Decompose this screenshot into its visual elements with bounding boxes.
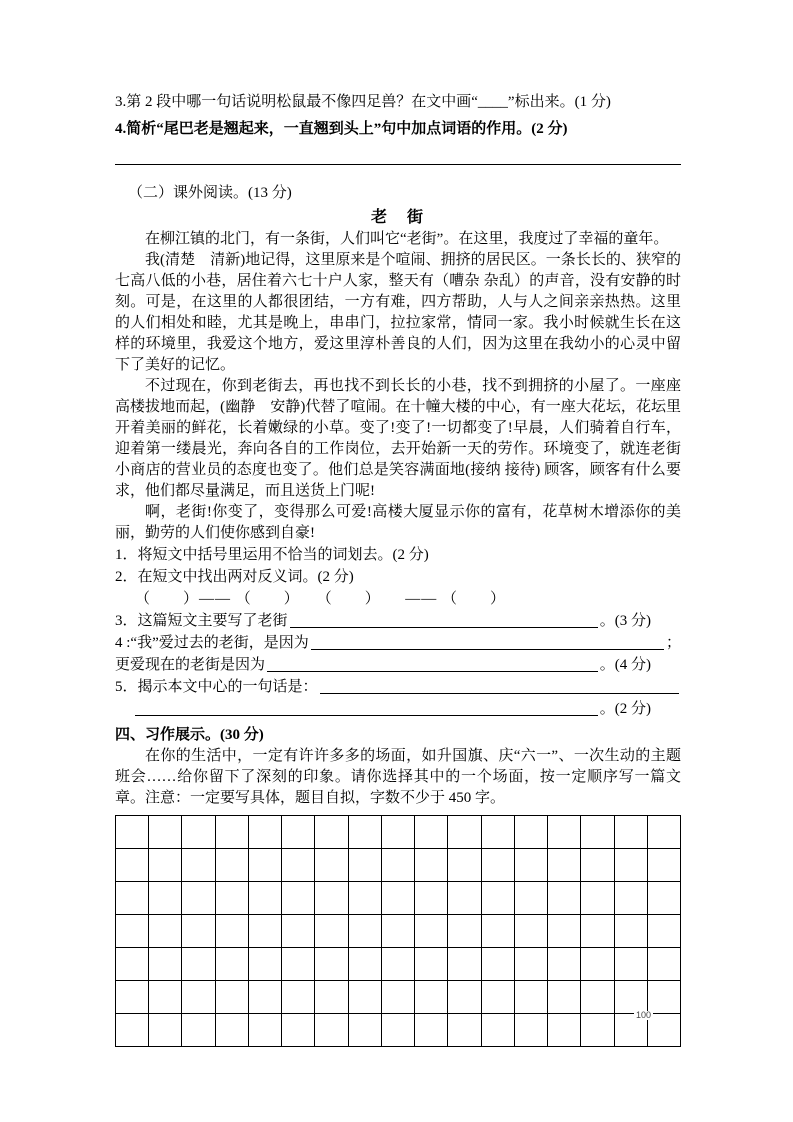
writing-grid-cell[interactable]: [382, 981, 415, 1014]
writing-grid-cell[interactable]: [548, 948, 581, 981]
writing-grid-cell[interactable]: [548, 882, 581, 915]
writing-grid-cell[interactable]: [249, 1014, 282, 1047]
writing-grid-cell[interactable]: [249, 816, 282, 849]
passage-paragraph-1: 在柳江镇的北门，有一条街，人们叫它“老街”。在这里，我度过了幸福的童年。: [145, 231, 669, 247]
writing-grid-cell[interactable]: [415, 948, 448, 981]
writing-grid-cell[interactable]: [382, 948, 415, 981]
writing-grid-cell[interactable]: [349, 948, 382, 981]
writing-grid-cell[interactable]: [315, 816, 348, 849]
writing-grid-cell[interactable]: [648, 948, 681, 981]
question-3-row: [115, 610, 681, 632]
answer-blank-q3[interactable]: [290, 627, 598, 628]
writing-grid-cell[interactable]: [415, 816, 448, 849]
writing-grid-cell[interactable]: [548, 1014, 581, 1047]
question-5b-row: [115, 698, 681, 720]
writing-grid-cell[interactable]: [249, 915, 282, 948]
writing-grid-cell[interactable]: [282, 915, 315, 948]
answer-blank-q4a[interactable]: [311, 649, 664, 650]
writing-grid-cell[interactable]: [282, 816, 315, 849]
writing-grid-cell[interactable]: [382, 915, 415, 948]
writing-grid-cell[interactable]: [216, 915, 249, 948]
writing-grid-cell[interactable]: [149, 1014, 182, 1047]
writing-grid-cell[interactable]: [482, 882, 515, 915]
writing-grid-cell[interactable]: [615, 948, 648, 981]
writing-grid-cell[interactable]: [149, 816, 182, 849]
writing-grid-cell[interactable]: [448, 981, 481, 1014]
writing-grid-cell[interactable]: [382, 849, 415, 882]
writing-grid-cell[interactable]: [349, 915, 382, 948]
writing-grid-cell[interactable]: [216, 816, 249, 849]
question-4-line: 4.简析“尾巴老是翘起来，一直翘到头上”句中加点词语的作用。(2 分): [115, 121, 568, 137]
writing-grid-cell[interactable]: [382, 816, 415, 849]
writing-grid-cell[interactable]: [216, 882, 249, 915]
question-1-line: 1．将短文中括号里运用不恰当的词划去。(2 分): [115, 547, 429, 563]
writing-grid-cell[interactable]: [315, 882, 348, 915]
writing-grid-cell[interactable]: [448, 1014, 481, 1047]
writing-grid-cell[interactable]: [116, 882, 149, 915]
writing-grid-cell[interactable]: [282, 981, 315, 1014]
answer-blank-q4b[interactable]: [267, 671, 598, 672]
writing-grid-cell[interactable]: [448, 849, 481, 882]
question-4b-prefix: 更爱现在的老街是因为: [115, 657, 266, 673]
writing-grid-row: [116, 981, 681, 1014]
writing-grid-cell[interactable]: [482, 915, 515, 948]
question-4b-suffix: 。(4 分): [599, 657, 651, 673]
writing-grid-cell[interactable]: [515, 1014, 548, 1047]
writing-grid-cell[interactable]: [216, 849, 249, 882]
writing-grid-cell[interactable]: [116, 948, 149, 981]
writing-grid-cell[interactable]: [349, 1014, 382, 1047]
writing-grid-cell[interactable]: [116, 981, 149, 1014]
writing-grid-row: [116, 849, 681, 882]
writing-grid-cell[interactable]: [116, 915, 149, 948]
writing-grid-row: [116, 816, 681, 849]
writing-grid-cell[interactable]: [415, 1014, 448, 1047]
writing-grid-cell[interactable]: [482, 1014, 515, 1047]
writing-grid-cell[interactable]: [648, 849, 681, 882]
writing-grid-cell[interactable]: [482, 948, 515, 981]
writing-grid-cell[interactable]: [382, 882, 415, 915]
writing-grid-cell[interactable]: [382, 1014, 415, 1047]
writing-grid-cell[interactable]: [548, 981, 581, 1014]
writing-grid-cell[interactable]: [415, 882, 448, 915]
writing-grid-row: [116, 915, 681, 948]
question-5-row: [115, 676, 681, 698]
writing-grid-cell[interactable]: [116, 816, 149, 849]
writing-grid-cell[interactable]: [149, 882, 182, 915]
writing-grid-cell[interactable]: [515, 816, 548, 849]
writing-grid-cell[interactable]: [548, 915, 581, 948]
section4-heading: 四、习作展示。(30 分): [115, 727, 264, 743]
question-3-suffix: 。(3 分): [599, 613, 651, 629]
writing-grid-row: [116, 882, 681, 915]
writing-grid-cell[interactable]: [249, 981, 282, 1014]
writing-grid-cell[interactable]: [648, 915, 681, 948]
writing-grid-cell[interactable]: [581, 882, 614, 915]
writing-grid: [115, 815, 681, 1047]
writing-grid-cell[interactable]: [581, 816, 614, 849]
writing-grid-cell[interactable]: [149, 981, 182, 1014]
writing-grid-cell[interactable]: [182, 849, 215, 882]
question-2-line: 2．在短文中找出两对反义词。(2 分): [115, 569, 354, 585]
writing-grid-cell[interactable]: [149, 849, 182, 882]
writing-grid-cell[interactable]: [315, 948, 348, 981]
writing-grid-cell[interactable]: [581, 981, 614, 1014]
writing-grid-cell[interactable]: [182, 981, 215, 1014]
writing-grid-cell[interactable]: [515, 948, 548, 981]
question-4b-row: [115, 654, 681, 676]
question-3-prefix: 3．这篇短文主要写了老街: [115, 613, 288, 629]
writing-grid-cell[interactable]: [515, 849, 548, 882]
writing-grid-cell[interactable]: [615, 882, 648, 915]
section4-intro: 在你的生活中，一定有许许多多的场面，如升国旗、庆“六一”、一次生动的主题班会……给你留下了深刻的印象。请你选择其中的一个场面，按一定顺序写一篇文章。注意：一定要写具体，题目自拟，字数不少于 450 字。: [115, 748, 681, 806]
writing-grid-cell[interactable]: [182, 816, 215, 849]
writing-grid-cell[interactable]: [182, 948, 215, 981]
writing-grid-cell[interactable]: [615, 849, 648, 882]
writing-grid-cell[interactable]: [415, 849, 448, 882]
writing-grid-row: [116, 948, 681, 981]
writing-grid-cell[interactable]: [648, 882, 681, 915]
writing-grid-cell[interactable]: [116, 849, 149, 882]
passage-title: 老 街: [370, 209, 425, 226]
writing-grid-cell[interactable]: [648, 981, 681, 1014]
writing-grid-cell[interactable]: [581, 948, 614, 981]
writing-grid-cell[interactable]: [282, 1014, 315, 1047]
writing-grid-cell[interactable]: [515, 915, 548, 948]
writing-grid-cell[interactable]: [182, 915, 215, 948]
writing-grid-cell[interactable]: [216, 981, 249, 1014]
writing-grid-cell[interactable]: [615, 915, 648, 948]
writing-grid-cell[interactable]: [249, 882, 282, 915]
writing-grid-cell[interactable]: [149, 948, 182, 981]
writing-grid-cell[interactable]: [216, 948, 249, 981]
writing-grid-cell[interactable]: [349, 816, 382, 849]
writing-grid-cell[interactable]: [182, 882, 215, 915]
writing-grid-row: [116, 1014, 681, 1047]
question-5b-suffix: 。(2 分): [599, 701, 651, 717]
writing-grid-cell[interactable]: [315, 1014, 348, 1047]
passage-paragraph-2: 我(清楚 清新)地记得，这里原来是个喧闹、拥挤的居民区。一条长长的、狭窄的七高八低的小巷，居住着六七十户人家，整天有（嘈杂 杂乱）的声音，没有安静的时刻。可是，在这里的人都很团结，一方有难，四方帮助，人与人之间亲亲热热。这里的人们相处和睦，尤其是晚上，串串门，拉拉家常，情同一家。我小时候就生长在这样的环境里，我爱这个地方，爱这里淳朴善良的人们，因为这里在我幼小的心灵中留下了美好的记忆。: [115, 252, 681, 373]
passage-paragraph-3: 不过现在，你到老街去，再也找不到长长的小巷，找不到拥挤的小屋了。一座座高楼拔地而起，(幽静 安静)代替了喧闹。在十幢大楼的中心，有一座大花坛，花坛里开着美丽的鲜花，长着嫩绿的小草。变了!变了!一切都变了!早晨，人们骑着自行车，迎着第一缕晨光，奔向各自的工作岗位，去开始新一天的劳作。环境变了，就连老街小商店的营业员的态度也变了。他们总是笑容满面地(接纳 接待) 顾客，顾客有什么要求，他们都尽量满足，而且送货上门呢!: [115, 378, 681, 499]
writing-grid-cell[interactable]: [482, 849, 515, 882]
writing-grid-cell[interactable]: [249, 849, 282, 882]
writing-grid-cell[interactable]: [349, 849, 382, 882]
writing-grid-cell[interactable]: [315, 915, 348, 948]
question-3-line: 3.第 2 段中哪一句话说明松鼠最不像四足兽？在文中画“____”标出来。(1 分): [115, 94, 611, 110]
writing-grid-cell[interactable]: [415, 981, 448, 1014]
section2-heading: （二）课外阅读。(13 分): [128, 185, 292, 201]
answer-line[interactable]: [115, 164, 681, 165]
question-5-prefix: 5．揭示本文中心的一句话是：: [115, 679, 318, 695]
writing-grid-cell[interactable]: [581, 915, 614, 948]
writing-grid-cell[interactable]: [581, 849, 614, 882]
writing-grid-cell[interactable]: [615, 816, 648, 849]
writing-grid-cell[interactable]: [315, 981, 348, 1014]
writing-grid-cell[interactable]: [515, 981, 548, 1014]
answer-blank-q5b[interactable]: [135, 715, 598, 716]
writing-grid-cell[interactable]: [182, 1014, 215, 1047]
grid-word-count-marker: 100: [635, 1010, 651, 1020]
writing-grid-cell[interactable]: [149, 915, 182, 948]
question-4-semicolon: ；: [665, 635, 681, 651]
writing-grid-cell[interactable]: [448, 915, 481, 948]
writing-grid-cell[interactable]: [282, 948, 315, 981]
writing-grid-cell[interactable]: [249, 948, 282, 981]
writing-grid-cell[interactable]: [548, 849, 581, 882]
writing-grid-cell[interactable]: [349, 981, 382, 1014]
writing-grid-cell[interactable]: [448, 882, 481, 915]
writing-grid-cell[interactable]: [216, 1014, 249, 1047]
answer-blank-q5a[interactable]: [320, 693, 679, 694]
writing-grid-cell[interactable]: [448, 948, 481, 981]
writing-grid-cell[interactable]: [282, 849, 315, 882]
writing-grid-cell[interactable]: [648, 816, 681, 849]
writing-grid-cell[interactable]: [116, 1014, 149, 1047]
writing-grid-cell[interactable]: [482, 981, 515, 1014]
writing-grid-cell[interactable]: [315, 849, 348, 882]
writing-grid-cell[interactable]: [482, 816, 515, 849]
question-4-prefix: 4 :“我”爱过去的老街，是因为: [115, 635, 309, 651]
antonym-blanks-line[interactable]: （ ）—— （ ） （ ） —— （ ）: [135, 591, 507, 607]
writing-grid-cell[interactable]: [548, 816, 581, 849]
passage-paragraph-4: 啊，老街!你变了，变得那么可爱!高楼大厦显示你的富有，花草树木增添你的美丽，勤劳的人们使你感到自豪!: [115, 504, 681, 541]
question-4-row: [115, 632, 681, 654]
writing-grid-cell[interactable]: [515, 882, 548, 915]
exam-page: [115, 92, 681, 1047]
writing-grid-cell[interactable]: [415, 915, 448, 948]
writing-grid-cell[interactable]: [581, 1014, 614, 1047]
writing-grid-cell[interactable]: [349, 882, 382, 915]
writing-grid-cell[interactable]: [282, 882, 315, 915]
writing-grid-cell[interactable]: [448, 816, 481, 849]
